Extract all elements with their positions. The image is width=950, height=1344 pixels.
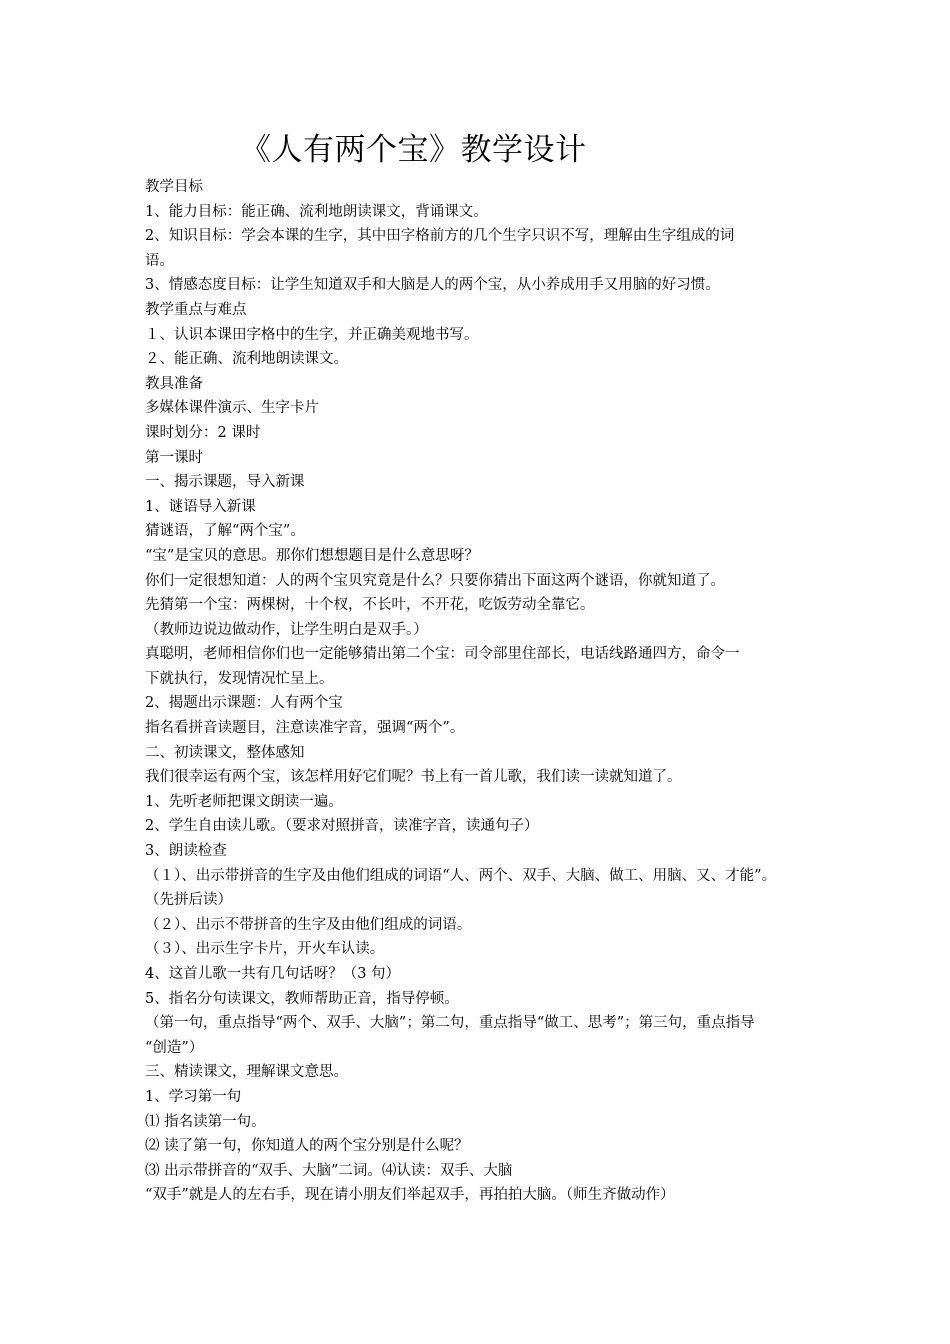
text-line: 一、揭示课题，导入新课 — [145, 474, 305, 491]
document-title: 《人有两个宝》教学设计 — [240, 132, 587, 168]
text-line: 1、先听老师把课文朗读一遍。 — [145, 793, 343, 810]
text-line: 真聪明，老师相信你们也一定能够猜出第二个宝：司令部里住部长，电话线路通四方，命令一 — [145, 646, 740, 663]
text-line: 2、揭题出示课题：人有两个宝 — [145, 695, 343, 712]
text-line: 多媒体课件演示、生字卡片 — [145, 400, 319, 417]
text-line: 猜谜语，了解“两个宝”。 — [145, 523, 305, 540]
text-line: 指名看拼音读题目，注意读准字音，强调“两个”。 — [145, 720, 465, 737]
text-line: （教师边说边做动作，让学生明白是双手。） — [145, 621, 428, 638]
text-line: “创造”） — [145, 1039, 204, 1056]
text-line: “双手”就是人的左右手，现在请小朋友们举起双手，再拍拍大脑。（师生齐做动作） — [145, 1187, 675, 1204]
text-line: ２、能正确、流利地朗读课文。 — [145, 351, 348, 368]
text-line: 1、谜语导入新课 — [145, 498, 256, 515]
text-line: 3、朗读检查 — [145, 843, 227, 860]
text-line: 课时划分：2 课时 — [145, 424, 261, 441]
text-line: 教具准备 — [145, 375, 203, 392]
text-line: １、认识本课田字格中的生字，并正确美观地书写。 — [145, 326, 479, 343]
text-line: 1、学习第一句 — [145, 1088, 242, 1105]
text-line: （先拼后读） — [145, 892, 232, 909]
text-line: （第一句，重点指导“两个、双手、大脑”；第二句，重点指导“做工、思考”；第三句，重点指导 — [145, 1015, 755, 1032]
text-line: 第一课时 — [145, 449, 203, 466]
text-line: ⑶ 出示带拼音的“双手、大脑”二词。⑷认读：双手、大脑 — [145, 1162, 513, 1179]
text-line: 5、指名分句读课文，教师帮助正音，指导停顿。 — [145, 990, 459, 1007]
text-line: （１）、出示带拼音的生字及由他们组成的词语“人、两个、双手、大脑、做工、用脑、又、才能”。 — [145, 867, 777, 884]
text-line: （２）、出示不带拼音的生字及由他们组成的词语。 — [145, 916, 472, 933]
text-line: 你们一定很想知道：人的两个宝贝究竟是什么？只要你猜出下面这两个谜语，你就知道了。 — [145, 572, 725, 589]
text-line: 先猜第一个宝：两棵树，十个杈，不长叶，不开花，吃饭劳动全靠它。 — [145, 597, 595, 614]
text-line: 语。 — [145, 252, 174, 269]
text-line: 1、能力目标：能正确、流利地朗读课文，背诵课文。 — [145, 203, 488, 220]
text-line: ⑴ 指名读第一句。 — [145, 1113, 266, 1130]
text-line: 教学目标 — [145, 179, 203, 195]
text-line: 二、初读课文，整体感知 — [145, 744, 305, 761]
text-line: 下就执行，发现情况忙呈上。 — [145, 670, 334, 687]
text-line: 2、学生自由读儿歌。（要求对照拼音，读准字音，读通句子） — [145, 818, 539, 835]
document-body — [145, 175, 825, 1208]
text-line: “宝”是宝贝的意思。那你们想想题目是什么意思呀？ — [145, 547, 479, 564]
text-line: 教学重点与难点 — [145, 301, 247, 318]
text-line: （３）、出示生字卡片，开火车认读。 — [145, 941, 385, 958]
text-line: 2、知识目标：学会本课的生字，其中田字格前方的几个生字只识不写，理解由生字组成的词 — [145, 228, 735, 245]
text-line: 三、精读课文，理解课文意思。 — [145, 1064, 348, 1081]
text-line: ⑵ 读了第一句，你知道人的两个宝分别是什么呢？ — [145, 1138, 469, 1155]
text-line: 我们很幸运有两个宝，该怎样用好它们呢？书上有一首儿歌，我们读一读就知道了。 — [145, 769, 682, 786]
text-line: 4、这首儿歌一共有几句话呀？（3 句） — [145, 966, 401, 982]
text-line: 3、情感态度目标：让学生知道双手和大脑是人的两个宝，从小养成用手又用脑的好习惯。 — [145, 277, 720, 294]
